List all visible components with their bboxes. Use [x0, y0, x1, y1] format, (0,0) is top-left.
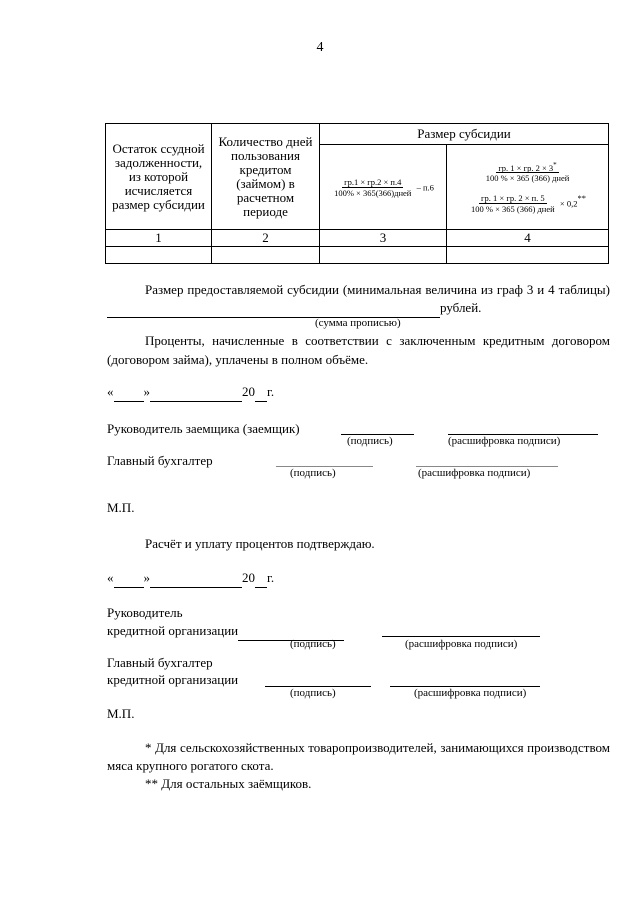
footnote-1: * Для сельскохозяйственных товаропроизводителей, занимающихся производством мяса крупного рогатого скота. — [107, 740, 610, 773]
decoding-caption: (расшифровка подписи) — [405, 638, 518, 650]
formula4a-numerator: гр. 1 × гр. 2 × 3 — [498, 162, 554, 173]
signature-caption: (подпись) — [290, 467, 336, 479]
decoding-caption: (расшифровка подписи) — [418, 467, 531, 479]
col-number-4: 4 — [447, 230, 609, 247]
signature-caption: (подпись) — [290, 638, 336, 650]
footnote-2: ** Для остальных заёмщиков. — [145, 776, 312, 791]
bank-head-label-2: кредитной организации — [107, 622, 344, 641]
formula-col4 — [447, 145, 609, 230]
col-number-2: 2 — [212, 230, 320, 247]
bank-head-label-1: Руководитель — [107, 605, 183, 620]
empty-cell — [447, 247, 609, 264]
header-days-count: Количество дней пользования кредитом (займом) в расчетном периоде — [212, 124, 320, 230]
formula3-denominator: 100% × 365(366)дней — [334, 187, 412, 198]
empty-cell — [320, 247, 447, 264]
decoding-line — [382, 636, 540, 637]
formula4b-multiplier: × 0,2 — [559, 198, 578, 209]
signature-caption: (подпись) — [290, 687, 336, 699]
formula4a-mark: * — [553, 160, 557, 169]
bank-accountant-label-2: кредитной организации — [107, 672, 239, 687]
page-number: 4 — [316, 40, 324, 55]
formula4b-numerator: гр. 1 × гр. 2 × п. 5 — [481, 193, 545, 204]
decoding-caption: (расшифровка подписи) — [414, 687, 527, 699]
bank-accountant-label-1: Главный бухгалтер — [107, 655, 213, 670]
subsidy-amount-paragraph: Размер предоставляемой субсидии (минимальная величина из граф 3 и 4 таблицы) рублей. — [107, 281, 610, 318]
formula3-suffix: – п.6 — [416, 181, 434, 192]
formula3-numerator: гр.1 × гр.2 × п.4 — [344, 176, 402, 187]
stamp-label: М.П. — [107, 706, 135, 721]
date-line-1: « » 20 г. — [107, 383, 274, 402]
date-line-2: « » 20 г. — [107, 569, 274, 588]
borrower-accountant-label: Главный бухгалтер — [107, 453, 213, 468]
formula4b-denominator: 100 % × 365 (366) дней — [471, 204, 555, 215]
amount-blank — [107, 299, 440, 318]
header-subsidy-size: Размер субсидии — [320, 124, 609, 145]
subsidy-table — [105, 123, 609, 264]
interest-paid-paragraph: Проценты, начисленные в соответствии с заключенным кредитным договором (договором займа), уплачены в полном объёме. — [107, 333, 610, 367]
formula4a-denominator: 100 % × 365 (366) дней — [485, 173, 570, 184]
header-loan-balance: Остаток ссудной задолженности, из которой исчисляется размер субсидии — [106, 124, 212, 230]
signature-caption: (подпись) — [347, 435, 393, 447]
col-number-1: 1 — [106, 230, 212, 247]
amount-caption: (сумма прописью) — [315, 317, 401, 329]
empty-cell — [212, 247, 320, 264]
formula4b-mark: ** — [577, 193, 586, 204]
confirm-text: Расчёт и уплату процентов подтверждаю. — [145, 536, 375, 551]
decoding-caption: (расшифровка подписи) — [448, 435, 561, 447]
borrower-head-label: Руководитель заемщика (заемщик) — [107, 421, 300, 436]
formula-col3 — [320, 145, 447, 230]
empty-cell — [106, 247, 212, 264]
stamp-label: М.П. — [107, 500, 135, 515]
col-number-3: 3 — [320, 230, 447, 247]
